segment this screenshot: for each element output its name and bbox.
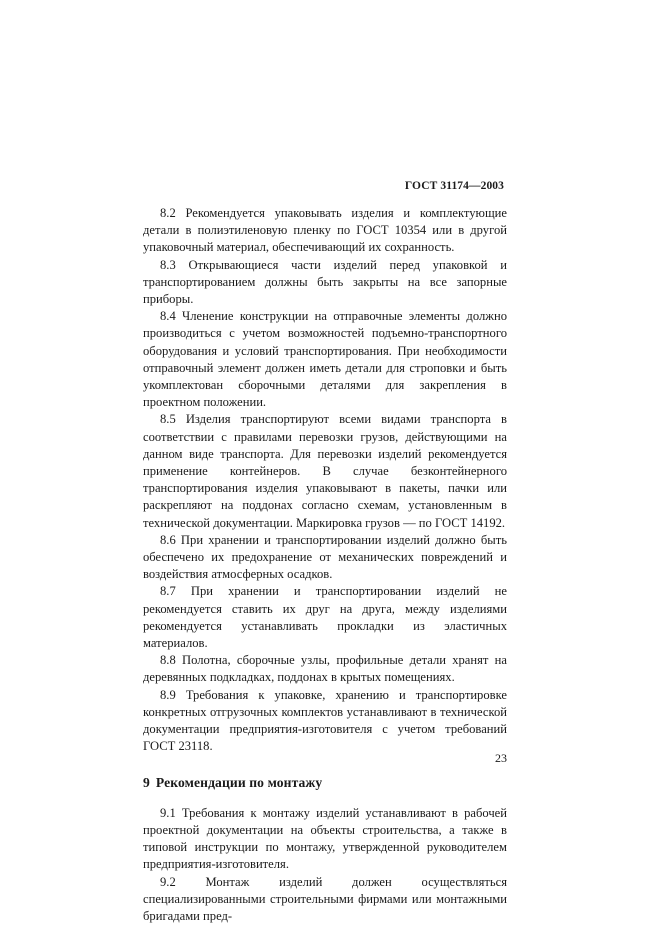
- paragraph-8-7: 8.7 При хранении и транспортировании изделий не рекомендуется ставить их друг на друга, между изделиями рекомендуется устанавливать прокладки из эластичных материалов.: [143, 584, 507, 651]
- document-code-header: ГОСТ 31174—2003: [404, 180, 504, 192]
- paragraph-8-4: 8.4 Членение конструкции на отправочные элементы должно производиться с учетом возможностей подъемно-транспортного оборудования и условий транспортирования. При необходимости отправочный элемент должен иметь детали для строповки и быть укомплектован сборочными деталями для закрепления в проектном положении.: [143, 309, 507, 410]
- page-number: 23: [495, 751, 507, 765]
- paragraph-8-6: 8.6 При хранении и транспортировании изделий должно быть обеспечено их предохранение от механических повреждений и воздействия атмосферных осадков.: [143, 532, 507, 582]
- paragraph-8-5: 8.5 Изделия транспортируют всеми видами транспорта в соответствии с правилами перевозки грузов, действующими на данном виде транспорта. Для перевозки изделий рекомендуется применение контейнеров. В случае безконтейнерного транспортирования изделия упаковывают в пакеты, пачки или раскрепляют на поддонах согласно схемам, установленным в технической документации. Маркировка грузов — по ГОСТ 14192.: [143, 412, 507, 530]
- page-body: [143, 205, 507, 925]
- paragraph-9-1: 9.1 Требования к монтажу изделий устанавливают в рабочей проектной документации на объекты строительства, а также в типовой инструкции по монтажу, утвержденной руководителем предприятия-изготовителя.: [143, 805, 507, 872]
- paragraph-8-8: 8.8 Полотна, сборочные узлы, профильные детали хранят на деревянных подкладках, поддонах в крытых помещениях.: [143, 653, 507, 685]
- section-heading: [143, 774, 507, 791]
- section-title: Рекомендации по монтажу: [155, 774, 323, 790]
- paragraph-8-2: 8.2 Рекомендуется упаковывать изделия и комплектующие детали в полиэтиленовую пленку по ГОСТ 10354 или в другой упаковочный материал, обеспечивающий их сохранность.: [143, 206, 507, 255]
- paragraph-8-9: 8.9 Требования к упаковке, хранению и транспортировке конкретных отгрузочных комплектов устанавливают в технической документации предприятия-изготовителя с учетом требований ГОСТ 23118.: [143, 687, 507, 754]
- section-number: 9: [143, 774, 150, 790]
- paragraph-9-2: 9.2 Монтаж изделий должен осуществляться специализированными строительными фирмами или монтажными бригадами пред-: [143, 874, 507, 923]
- paragraph-8-3: 8.3 Открывающиеся части изделий перед упаковкой и транспортированием должны быть закрыты на все запорные приборы.: [143, 257, 507, 307]
